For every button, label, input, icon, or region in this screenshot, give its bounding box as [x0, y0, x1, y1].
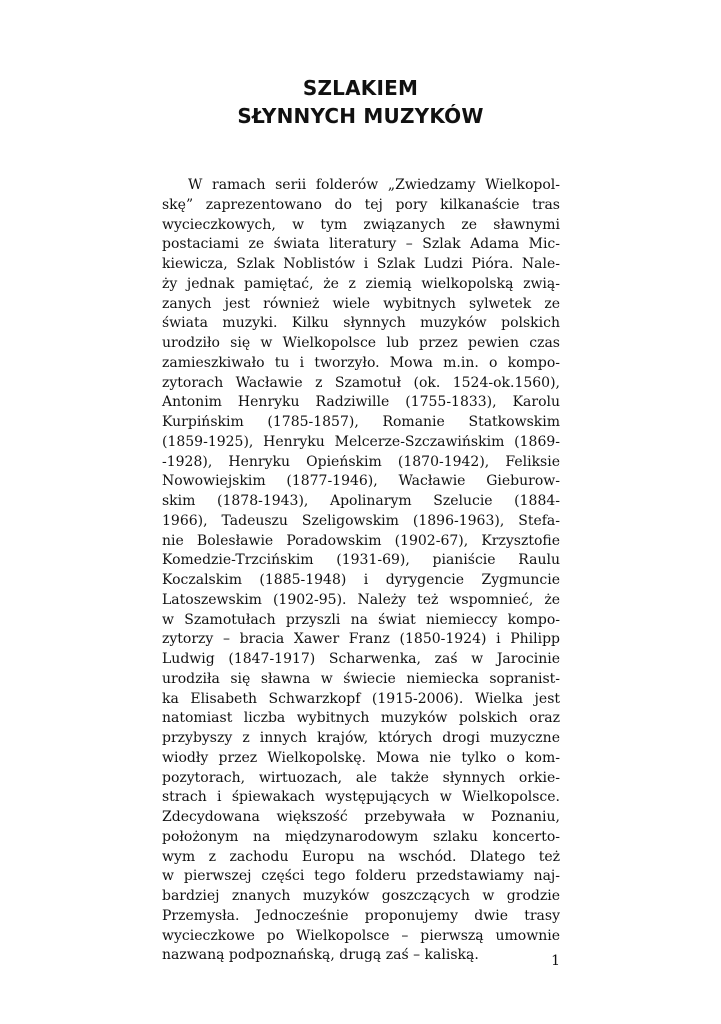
text-line: zytorach Wacławie z Szamotuł (ok. 1524-ok.1560),: [162, 374, 560, 391]
text-line: urodziło się w Wielkopolsce lub przez pewien czas: [162, 335, 560, 351]
text-line: kiewicza, Szlak Noblistów i Szlak Ludzi Pióra. Nale-: [162, 256, 560, 272]
title-line-2: SŁYNNYCH MUZYKÓW: [237, 104, 484, 128]
paragraph-text: [162, 176, 560, 966]
text-line: zytorzy – bracia Xawer Franz (1850-1924) i Philipp: [162, 631, 560, 648]
text-line: Kurpińskim (1785-1857), Romanie Statkowskim: [162, 414, 560, 430]
text-line: (1859-1925), Henryku Melcerze-Szczawińskim (1869-: [162, 433, 560, 450]
text-line: nazwaną podpoznańską, drugą zaś – kaliską.: [162, 947, 479, 964]
page-number: 1: [551, 953, 560, 969]
text-line: Nowowiejskim (1877-1946), Wacławie Gieburow-: [162, 473, 560, 490]
text-line: Komedzie-Trzcińskim (1931-69), pianiście Raulu: [162, 552, 560, 569]
text-line: ży jednak pamiętać, że z ziemią wielkopolską zwią-: [162, 275, 560, 292]
text-line: Przemysła. Jednocześnie proponujemy dwie trasy: [162, 907, 560, 924]
text-line: Latoszewskim (1902-95). Należy też wspomnieć, że: [162, 591, 560, 608]
text-line: nie Bolesławie Poradowskim (1902-67), Krzysztofie: [162, 532, 560, 549]
text-line: 1966), Tadeuszu Szeligowskim (1896-1963), Stefa-: [162, 512, 560, 529]
text-line: wycieczkowe po Wielkopolsce – pierwszą umownie: [162, 927, 560, 944]
text-line: urodziła się sławna w świecie niemiecka sopranist-: [162, 670, 560, 687]
text-line: przybyszy z innych krajów, których drogi muzyczne: [162, 730, 560, 746]
text-line: położonym na międzynarodowym szlaku koncerto-: [162, 828, 560, 845]
text-line: zanych jest również wiele wybitnych sylwetek ze: [162, 295, 560, 312]
text-line: Zdecydowana większość przebywała w Poznaniu,: [162, 809, 560, 825]
text-line: Ludwig (1847-1917) Scharwenka, zaś w Jarocinie: [162, 651, 560, 667]
text-line: w pierwszej części tego folderu przedstawiamy naj-: [162, 868, 560, 885]
text-line: pozytorach, wirtuozach, ale także słynnych orkie-: [162, 769, 560, 786]
text-line: wym z zachodu Europu na wschód. Dlatego też: [162, 848, 560, 865]
text-line: bardziej znanych muzyków goszczących w grodzie: [162, 888, 560, 904]
text-line: postaciami ze świata literatury – Szlak Adama Mic-: [162, 236, 560, 253]
page-title: [0, 74, 721, 130]
text-line: skim (1878-1943), Apolinarym Szelucie (1884-: [162, 493, 560, 509]
text-line: zamieszkiwało tu i tworzyło. Mowa m.in. o kompo-: [162, 354, 560, 371]
text-line: Koczalskim (1885-1948) i dyrygencie Zygmuncie: [162, 572, 560, 588]
text-line: -1928), Henryku Opieńskim (1870-1942), Feliksie: [162, 453, 560, 470]
text-line: W ramach serii folderów „Zwiedzamy Wielkopol-: [188, 177, 560, 193]
text-line: strach i śpiewakach występujących w Wielkopolsce.: [162, 789, 560, 806]
text-line: świata muzyki. Kilku słynnych muzyków polskich: [162, 315, 560, 332]
text-line: wiodły przez Wielkopolskę. Mowa nie tylko o kom-: [162, 749, 560, 766]
text-line: w Szamotułach przyszli na świat niemieccy kompo-: [162, 611, 560, 628]
text-line: wycieczkowych, w tym związanych ze sławnymi: [162, 216, 560, 233]
title-line-1: SZLAKIEM: [302, 76, 419, 100]
body-paragraph: [162, 176, 560, 966]
text-line: ka Elisabeth Schwarzkopf (1915-2006). Wielka jest: [162, 690, 560, 707]
text-line: Antonim Henryku Radziwille (1755-1833), Karolu: [162, 394, 560, 411]
text-line: natomiast liczba wybitnych muzyków polskich oraz: [162, 710, 560, 727]
text-line: skę” zaprezentowano do tej pory kilkanaście tras: [162, 196, 560, 213]
